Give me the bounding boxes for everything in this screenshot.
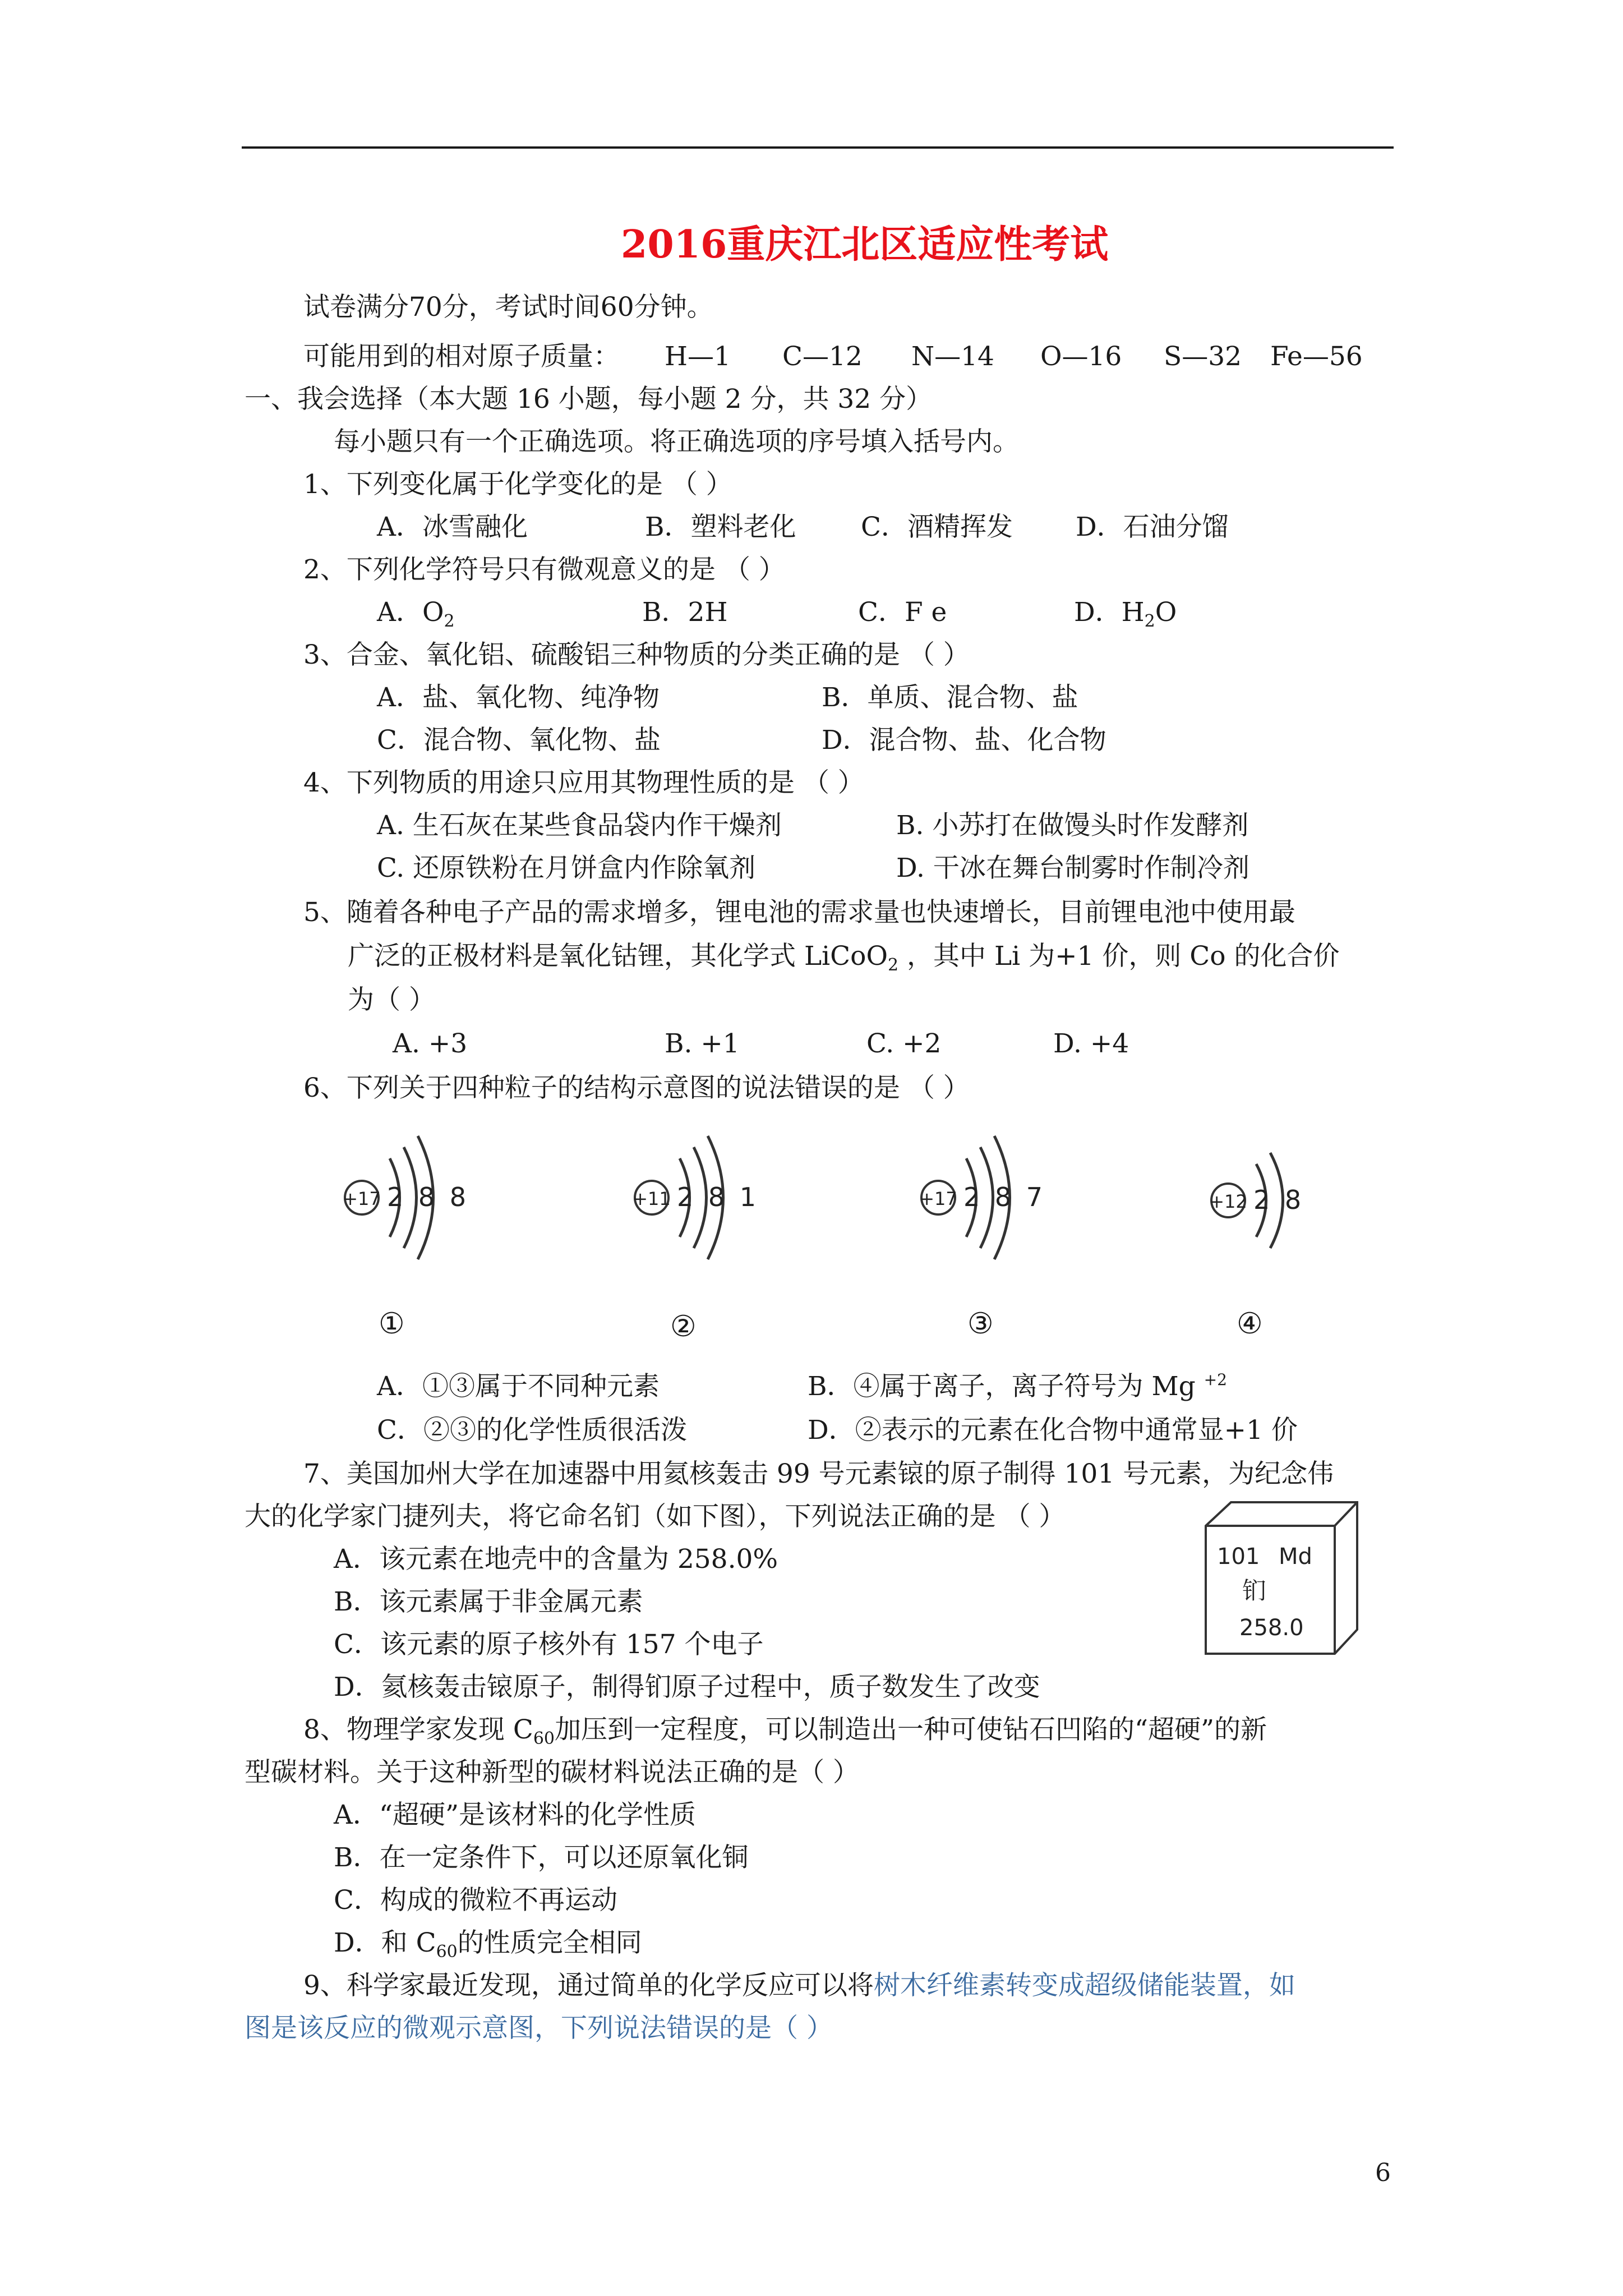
- svg-text:+12: +12: [1209, 1191, 1247, 1212]
- diagram-label-4: ④: [1237, 1307, 1263, 1341]
- svg-text:+17: +17: [919, 1188, 957, 1209]
- q7-option-c: C．该元素的原子核外有 157 个电子: [334, 1629, 764, 1660]
- diagram-label-1: ①: [379, 1307, 405, 1341]
- q5-option-c: C. +2: [866, 1028, 942, 1059]
- svg-text:+11: +11: [633, 1188, 671, 1209]
- q7-line2: 大的化学家门捷列夫，将它命名钔（如下图），下列说法正确的是 （ ）: [245, 1501, 1066, 1532]
- q2-option-d: D．$H_2O$: [1074, 597, 1177, 631]
- q2-option-a: A．$O_2$: [377, 597, 455, 631]
- section-instruction: 每小题只有一个正确选项。将正确选项的序号填入括号内。: [334, 426, 1019, 457]
- element-symbol: Md: [1279, 1544, 1312, 1570]
- q4-option-b: B. 小苏打在做馒头时作发酵剂: [896, 810, 1249, 841]
- q6-option-c: C．②③的化学性质很活泼: [377, 1415, 687, 1446]
- element-mass: 258.0: [1239, 1615, 1304, 1641]
- q8-option-d: D．和 $C_{60}$的性质完全相同: [334, 1927, 642, 1962]
- atom-diagram-3: [913, 1128, 1046, 1268]
- atomic-mass-fe: Fe—56: [1270, 341, 1363, 372]
- atomic-mass-s: S—32: [1164, 341, 1242, 372]
- q1-option-a: A．冰雪融化: [377, 512, 528, 542]
- q7-line1: 7、美国加州大学在加速器中用氦核轰击 99 号元素锿的原子制得 101 号元素，为纪念伟: [303, 1458, 1334, 1489]
- q2-option-b: B．2H: [642, 597, 728, 628]
- q4-stem: 4、下列物质的用途只应用其物理性质的是 （ ）: [303, 767, 864, 798]
- atomic-mass-label: 可能用到的相对原子质量：: [303, 341, 620, 372]
- svg-text:+17: +17: [343, 1188, 381, 1209]
- q4-option-c: C. 还原铁粉在月饼盒内作除氧剂: [377, 853, 756, 884]
- q8-option-b: B．在一定条件下，可以还原氧化铜: [334, 1842, 749, 1873]
- q2-stem: 2、下列化学符号只有微观意义的是 （ ）: [303, 554, 785, 585]
- q9-line1: 9、科学家最近发现，通过简单的化学反应可以将树木纤维素转变成超级储能装置，如: [303, 1970, 1295, 2001]
- q6-stem: 6、下列关于四种粒子的结构示意图的说法错误的是 （ ）: [303, 1073, 970, 1103]
- svg-text:2 8: 2 8: [1253, 1185, 1305, 1215]
- q2-option-c: C．F e: [858, 597, 947, 628]
- q3-option-b: B．单质、混合物、盐: [822, 682, 1078, 713]
- q6-option-d: D．②表示的元素在化合物中通常显+1 价: [808, 1415, 1298, 1446]
- q8-option-a: A．“超硬”是该材料的化学性质: [334, 1800, 696, 1830]
- q3-option-a: A．盐、氧化物、纯净物: [377, 682, 660, 713]
- q1-option-c: C．酒精挥发: [861, 512, 1013, 542]
- page-number: 6: [1375, 2159, 1391, 2187]
- q6-option-a: A．①③属于不同种元素: [377, 1371, 660, 1402]
- header-rule: [242, 146, 1394, 149]
- q9-line2: 图是该反应的微观示意图，下列说法错误的是（ ）: [245, 2013, 833, 2044]
- q5-option-d: D. +4: [1053, 1028, 1129, 1059]
- atomic-mass-h: H—1: [665, 341, 731, 372]
- q7-option-b: B．该元素属于非金属元素: [334, 1586, 643, 1617]
- atom-diagram-4: [1203, 1144, 1315, 1257]
- svg-text:2 8 1: 2 8 1: [677, 1182, 760, 1212]
- diagram-label-2: ②: [670, 1310, 697, 1343]
- intro-line: 试卷满分70分，考试时间60分钟。: [303, 292, 713, 323]
- atomic-mass-o: O—16: [1040, 341, 1122, 372]
- q4-option-d: D. 干冰在舞台制雾时作制冷剂: [896, 853, 1249, 884]
- q1-option-b: B．塑料老化: [645, 512, 796, 542]
- q6-option-b: B．④属于离子，离子符号为 Mg $^{+2}$: [808, 1370, 1227, 1402]
- q5-line3: 为（ ）: [348, 984, 435, 1015]
- q8-option-c: C．构成的微粒不再运动: [334, 1885, 617, 1916]
- element-name: 钔: [1242, 1577, 1266, 1604]
- q5-line1: 5、随着各种电子产品的需求增多，锂电池的需求量也快速增长，目前锂电池中使用最: [303, 897, 1295, 928]
- q3-stem: 3、合金、氧化铝、硫酸铝三种物质的分类正确的是 （ ）: [303, 639, 970, 670]
- q7-option-d: D．氦核轰击锿原子，制得钔原子过程中，质子数发生了改变: [334, 1672, 1040, 1703]
- q1-stem: 1、下列变化属于化学变化的是 （ ）: [303, 469, 732, 500]
- q3-option-d: D．混合物、盐、化合物: [822, 725, 1106, 756]
- atomic-mass-n: N—14: [911, 341, 994, 372]
- atomic-mass-c: C—12: [782, 341, 863, 372]
- q5-line2: 广泛的正极材料是氧化钴锂，其化学式 LiCoO$_2$ ，其中 Li 为+1 价，则 Co 的化合价: [348, 941, 1340, 975]
- diagram-label-3: ③: [967, 1307, 994, 1341]
- q7-option-a: A．该元素在地壳中的含量为 258.0%: [334, 1544, 778, 1575]
- section-heading: 一、我会选择（本大题 16 小题，每小题 2 分，共 32 分）: [245, 384, 933, 415]
- q8-line2: 型碳材料。关于这种新型的碳材料说法正确的是（ ）: [245, 1757, 859, 1788]
- q1-option-d: D．石油分馏: [1076, 512, 1229, 542]
- svg-text:2 8 7: 2 8 7: [963, 1182, 1046, 1212]
- svg-text:2 8 8: 2 8 8: [387, 1182, 470, 1212]
- atom-diagram-1: [336, 1128, 470, 1268]
- q8-line1: 8、物理学家发现 $C_{60}$加压到一定程度，可以制造出一种可使钻石凹陷的“超硬”的新: [303, 1714, 1267, 1749]
- q5-option-a: A. +3: [393, 1028, 468, 1059]
- q5-option-b: B. +1: [665, 1028, 740, 1059]
- page-title: 2016重庆江北区适应性考试: [621, 222, 1109, 267]
- q3-option-c: C．混合物、氧化物、盐: [377, 725, 661, 756]
- element-number: 101: [1217, 1544, 1260, 1570]
- element-tile: [1200, 1498, 1363, 1666]
- q4-option-a: A. 生石灰在某些食品袋内作干燥剂: [377, 810, 782, 841]
- atom-diagram-2: [626, 1128, 760, 1268]
